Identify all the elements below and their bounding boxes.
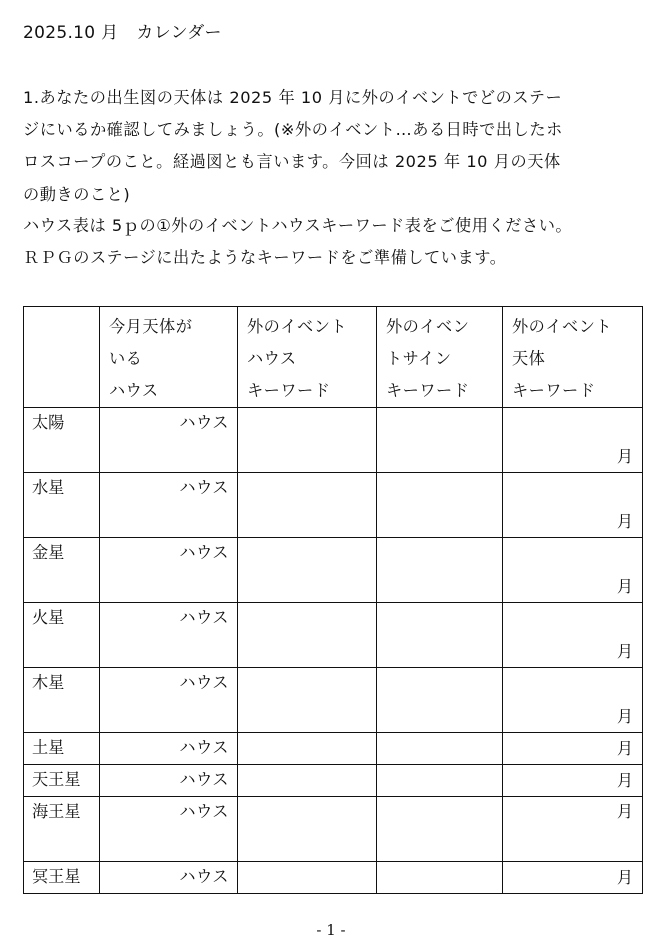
header-line: 天体 [512,349,546,368]
title-date: 2025.10 月 [23,23,119,43]
planet-keyword-cell[interactable] [503,473,643,538]
sign-keyword-cell[interactable] [377,408,503,473]
sign-keyword-cell[interactable] [377,603,503,668]
planet-cell [24,473,100,538]
planet-keyword-cell[interactable] [503,668,643,733]
instruction-paragraph [23,82,648,211]
planet-keyword-cell[interactable] [503,733,643,765]
planet-name: 海王星 [32,802,81,821]
house-cell[interactable] [100,473,238,538]
house-cell[interactable] [100,603,238,668]
house-keyword-cell[interactable] [238,765,377,797]
sign-keyword-cell[interactable] [377,668,503,733]
header-line: ハウス [247,349,297,368]
house-keyword-cell[interactable] [238,862,377,894]
page-title [23,21,222,45]
paragraph-line: の動きのこと) [23,184,131,204]
sign-keyword-cell[interactable] [377,733,503,765]
paragraph-line: ＲＰＧのステージに出たようなキーワードをご準備しています。 [23,248,507,268]
planet-keyword-cell[interactable] [503,797,643,862]
header-line: 外のイベント [247,317,348,336]
house-label: ハウス [179,802,229,821]
house-cell[interactable] [100,538,238,603]
planet-house-table [23,306,643,894]
house-keyword-cell[interactable] [238,603,377,668]
sign-keyword-cell[interactable] [377,797,503,862]
planet-name: 木星 [32,673,65,692]
planet-name: 冥王星 [32,867,81,886]
page-number: - 1 - [316,921,346,939]
planet-cell [24,765,100,797]
header-line: いる [109,349,143,368]
house-table-note [23,210,648,274]
table-row [24,603,643,668]
planet-name: 水星 [32,478,65,497]
table-row [24,668,643,733]
month-label: 月 [616,642,633,661]
house-label: ハウス [179,543,229,562]
header-line: 外のイベン [386,317,470,336]
house-keyword-cell[interactable] [238,473,377,538]
header-event-house-keyword [238,307,377,408]
house-cell[interactable] [100,797,238,862]
planet-name: 金星 [32,543,65,562]
table-row [24,538,643,603]
planet-cell [24,797,100,862]
planet-cell [24,538,100,603]
month-label: 月 [616,739,633,758]
house-label: ハウス [179,738,229,757]
header-line: ハウス [109,381,159,400]
header-line: キーワード [512,381,596,400]
house-label: ハウス [179,867,229,886]
house-label: ハウス [179,770,229,789]
planet-keyword-cell[interactable] [503,538,643,603]
month-label: 月 [616,771,633,790]
house-label: ハウス [179,413,229,432]
planet-keyword-cell[interactable] [503,862,643,894]
planet-cell [24,408,100,473]
month-label: 月 [616,707,633,726]
planet-name: 土星 [32,738,65,757]
header-event-sign-keyword [377,307,503,408]
planet-keyword-cell[interactable] [503,603,643,668]
table-row [24,408,643,473]
sign-keyword-cell[interactable] [377,765,503,797]
house-label: ハウス [179,608,229,627]
planet-keyword-cell[interactable] [503,408,643,473]
house-keyword-cell[interactable] [238,797,377,862]
planet-name: 太陽 [32,413,65,432]
house-cell[interactable] [100,862,238,894]
house-keyword-cell[interactable] [238,408,377,473]
house-label: ハウス [179,673,229,692]
paragraph-line: ハウス表は 5ｐの①外のイベントハウスキーワード表をご使用ください。 [23,216,573,235]
paragraph-line: ロスコープのこと。経過図とも言います。今回は 2025 年 10 月の天体 [23,152,561,172]
paragraph-line: 1.あなたの出生図の天体は 2025 年 10 月に外のイベントでどのステー [23,88,563,107]
planet-name: 天王星 [32,770,81,789]
month-label: 月 [616,802,633,821]
month-label: 月 [616,868,633,887]
house-cell[interactable] [100,408,238,473]
house-cell[interactable] [100,668,238,733]
header-current-house [100,307,238,408]
planet-cell [24,733,100,765]
table-header-row [24,307,643,408]
header-line: トサイン [386,349,452,368]
planet-cell [24,668,100,733]
table-row [24,733,643,765]
house-keyword-cell[interactable] [238,733,377,765]
table-row [24,797,643,862]
month-label: 月 [616,512,633,531]
sign-keyword-cell[interactable] [377,538,503,603]
table-row [24,765,643,797]
table-row [24,862,643,894]
header-planet [24,307,100,408]
table-row [24,473,643,538]
header-line: 今月天体が [109,317,193,336]
planet-name: 火星 [32,608,65,627]
paragraph-line: ジにいるか確認してみましょう。(※外のイベント…ある日時で出したホ [23,120,563,140]
house-cell[interactable] [100,765,238,797]
header-line: キーワード [247,381,331,400]
sign-keyword-cell[interactable] [377,862,503,894]
house-cell[interactable] [100,733,238,765]
planet-cell [24,603,100,668]
title-label: カレンダー [136,23,222,43]
house-keyword-cell[interactable] [238,668,377,733]
sign-keyword-cell[interactable] [377,473,503,538]
header-event-planet-keyword [503,307,643,408]
month-label: 月 [616,447,633,466]
header-line: 外のイベント [512,317,613,336]
planet-keyword-cell[interactable] [503,765,643,797]
header-line: キーワード [386,381,470,400]
house-keyword-cell[interactable] [238,538,377,603]
month-label: 月 [616,577,633,596]
planet-cell [24,862,100,894]
house-label: ハウス [179,478,229,497]
